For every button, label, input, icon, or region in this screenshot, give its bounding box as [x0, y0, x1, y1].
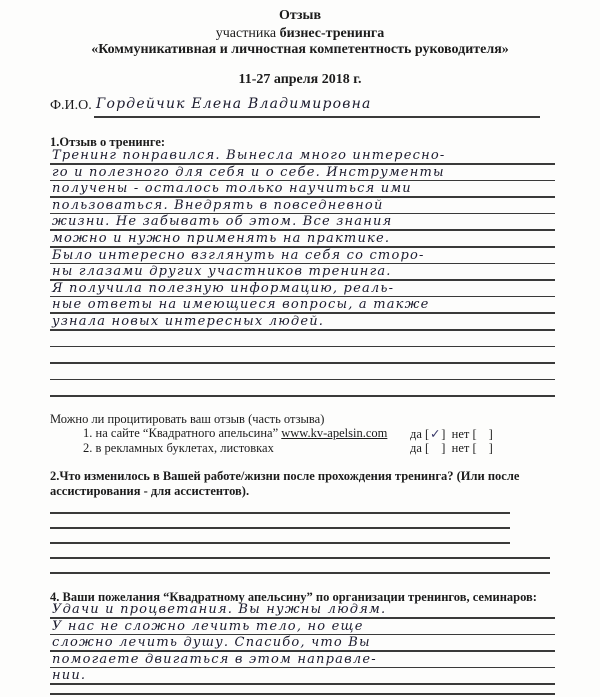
quote-option-site [83, 426, 387, 441]
quote-question: Можно ли процитировать ваш отзыв (часть отзыва) [50, 412, 325, 426]
no-checkbox-booklets[interactable]: [ ] [472, 441, 493, 455]
check-mark-icon: ✓ [429, 427, 441, 441]
answer-line-text: Было интересно взглянуть на себя со сторо- [52, 247, 425, 263]
answer-line-text: помогаете двигаться в этом направле- [52, 651, 377, 667]
yes-checkbox-booklets[interactable]: [ ] [425, 441, 446, 455]
answer-rule-line [50, 683, 555, 685]
answer-rule-line [50, 329, 555, 331]
answer-line-text: нии. [52, 668, 87, 683]
fio-label: Ф.И.О. [50, 98, 92, 113]
subtitle-prefix: участника [215, 26, 277, 41]
answer-rule-line [50, 512, 510, 514]
answer-rule-line [50, 557, 550, 559]
section2-heading-line2: ассистирования - для ассистентов). [50, 484, 250, 498]
no-label: нет [451, 441, 470, 455]
yes-checkbox-site[interactable]: [✓] [425, 427, 446, 441]
answer-rule-line [50, 527, 510, 529]
subtitle-bold: бизнес-тренинга [279, 26, 385, 41]
section1-heading: 1.Отзыв о тренинге: [50, 135, 166, 149]
answer-line-text: ны глазами других участников тренинга. [52, 264, 392, 280]
answer-line-text: узнала новых интересных людей. [52, 314, 325, 329]
answer-line-text: Я получила полезную информацию, реаль- [52, 280, 395, 296]
answer-rule-line [50, 572, 550, 574]
no-label: нет [451, 427, 470, 441]
answer-rule-line [50, 667, 555, 669]
answer-rule-line [50, 362, 555, 364]
answer-line-text: сложно лечить душу. Спасибо, что Вы [52, 635, 371, 650]
answer-line-text: можно и нужно применять на практике. [52, 231, 391, 246]
answer-line-text: Тренинг понравился. Вынесла много интересно- [52, 148, 446, 163]
answer-line-text: Удачи и процветания. Вы нужны людям. [52, 602, 387, 617]
fio-value[interactable]: Гордейчик Елена Владимировна [96, 96, 372, 112]
answer-rule-line [50, 346, 555, 348]
yes-label: да [410, 441, 422, 455]
answer-line-text: жизни. Не забывать об этом. Все знания [52, 214, 393, 230]
course-name: «Коммуникативная и личностная компетентность руководителя» [91, 42, 509, 57]
answer-rule-line [50, 395, 555, 397]
quote-option-booklets: 2. в рекламных буклетах, листовках [83, 441, 274, 455]
training-dates: 11-27 апреля 2018 г. [238, 72, 362, 87]
answer-line-text: У нас не сложно лечить тело, но еще [52, 618, 364, 634]
answer-line-text: пользоваться. Внедрять в повседневной [52, 197, 384, 213]
answer-rule-line [50, 379, 555, 381]
section2-heading-line1: 2.Что изменилось в Вашей работе/жизни после прохождения тренинга? (Или после [50, 469, 520, 483]
answer-rule-line [50, 693, 555, 695]
site-link[interactable]: www.kv-apelsin.com [281, 426, 388, 440]
answer-rule-line [50, 542, 510, 544]
answer-line-text: ные ответы на имеющиеся вопросы, а также [52, 297, 430, 313]
no-checkbox-site[interactable]: [ ] [472, 427, 493, 441]
form-title: Отзыв [278, 8, 322, 23]
quote-booklets-choice [410, 441, 493, 456]
answer-line-text: го и полезного для себя и о себе. Инструменты [52, 164, 445, 180]
form-subtitle [0, 26, 600, 42]
section4-heading: 4. Ваши пожелания “Квадратному апельсину” по организации тренингов, семинаров: [50, 590, 537, 604]
yes-label: да [410, 427, 422, 441]
quote-option-site-label: 1. на сайте “Квадратного апельсина” [83, 426, 282, 440]
answer-line-text: получены - осталось только научиться ими [52, 181, 412, 197]
quote-site-choice [410, 426, 493, 442]
fio-underline [94, 116, 540, 118]
